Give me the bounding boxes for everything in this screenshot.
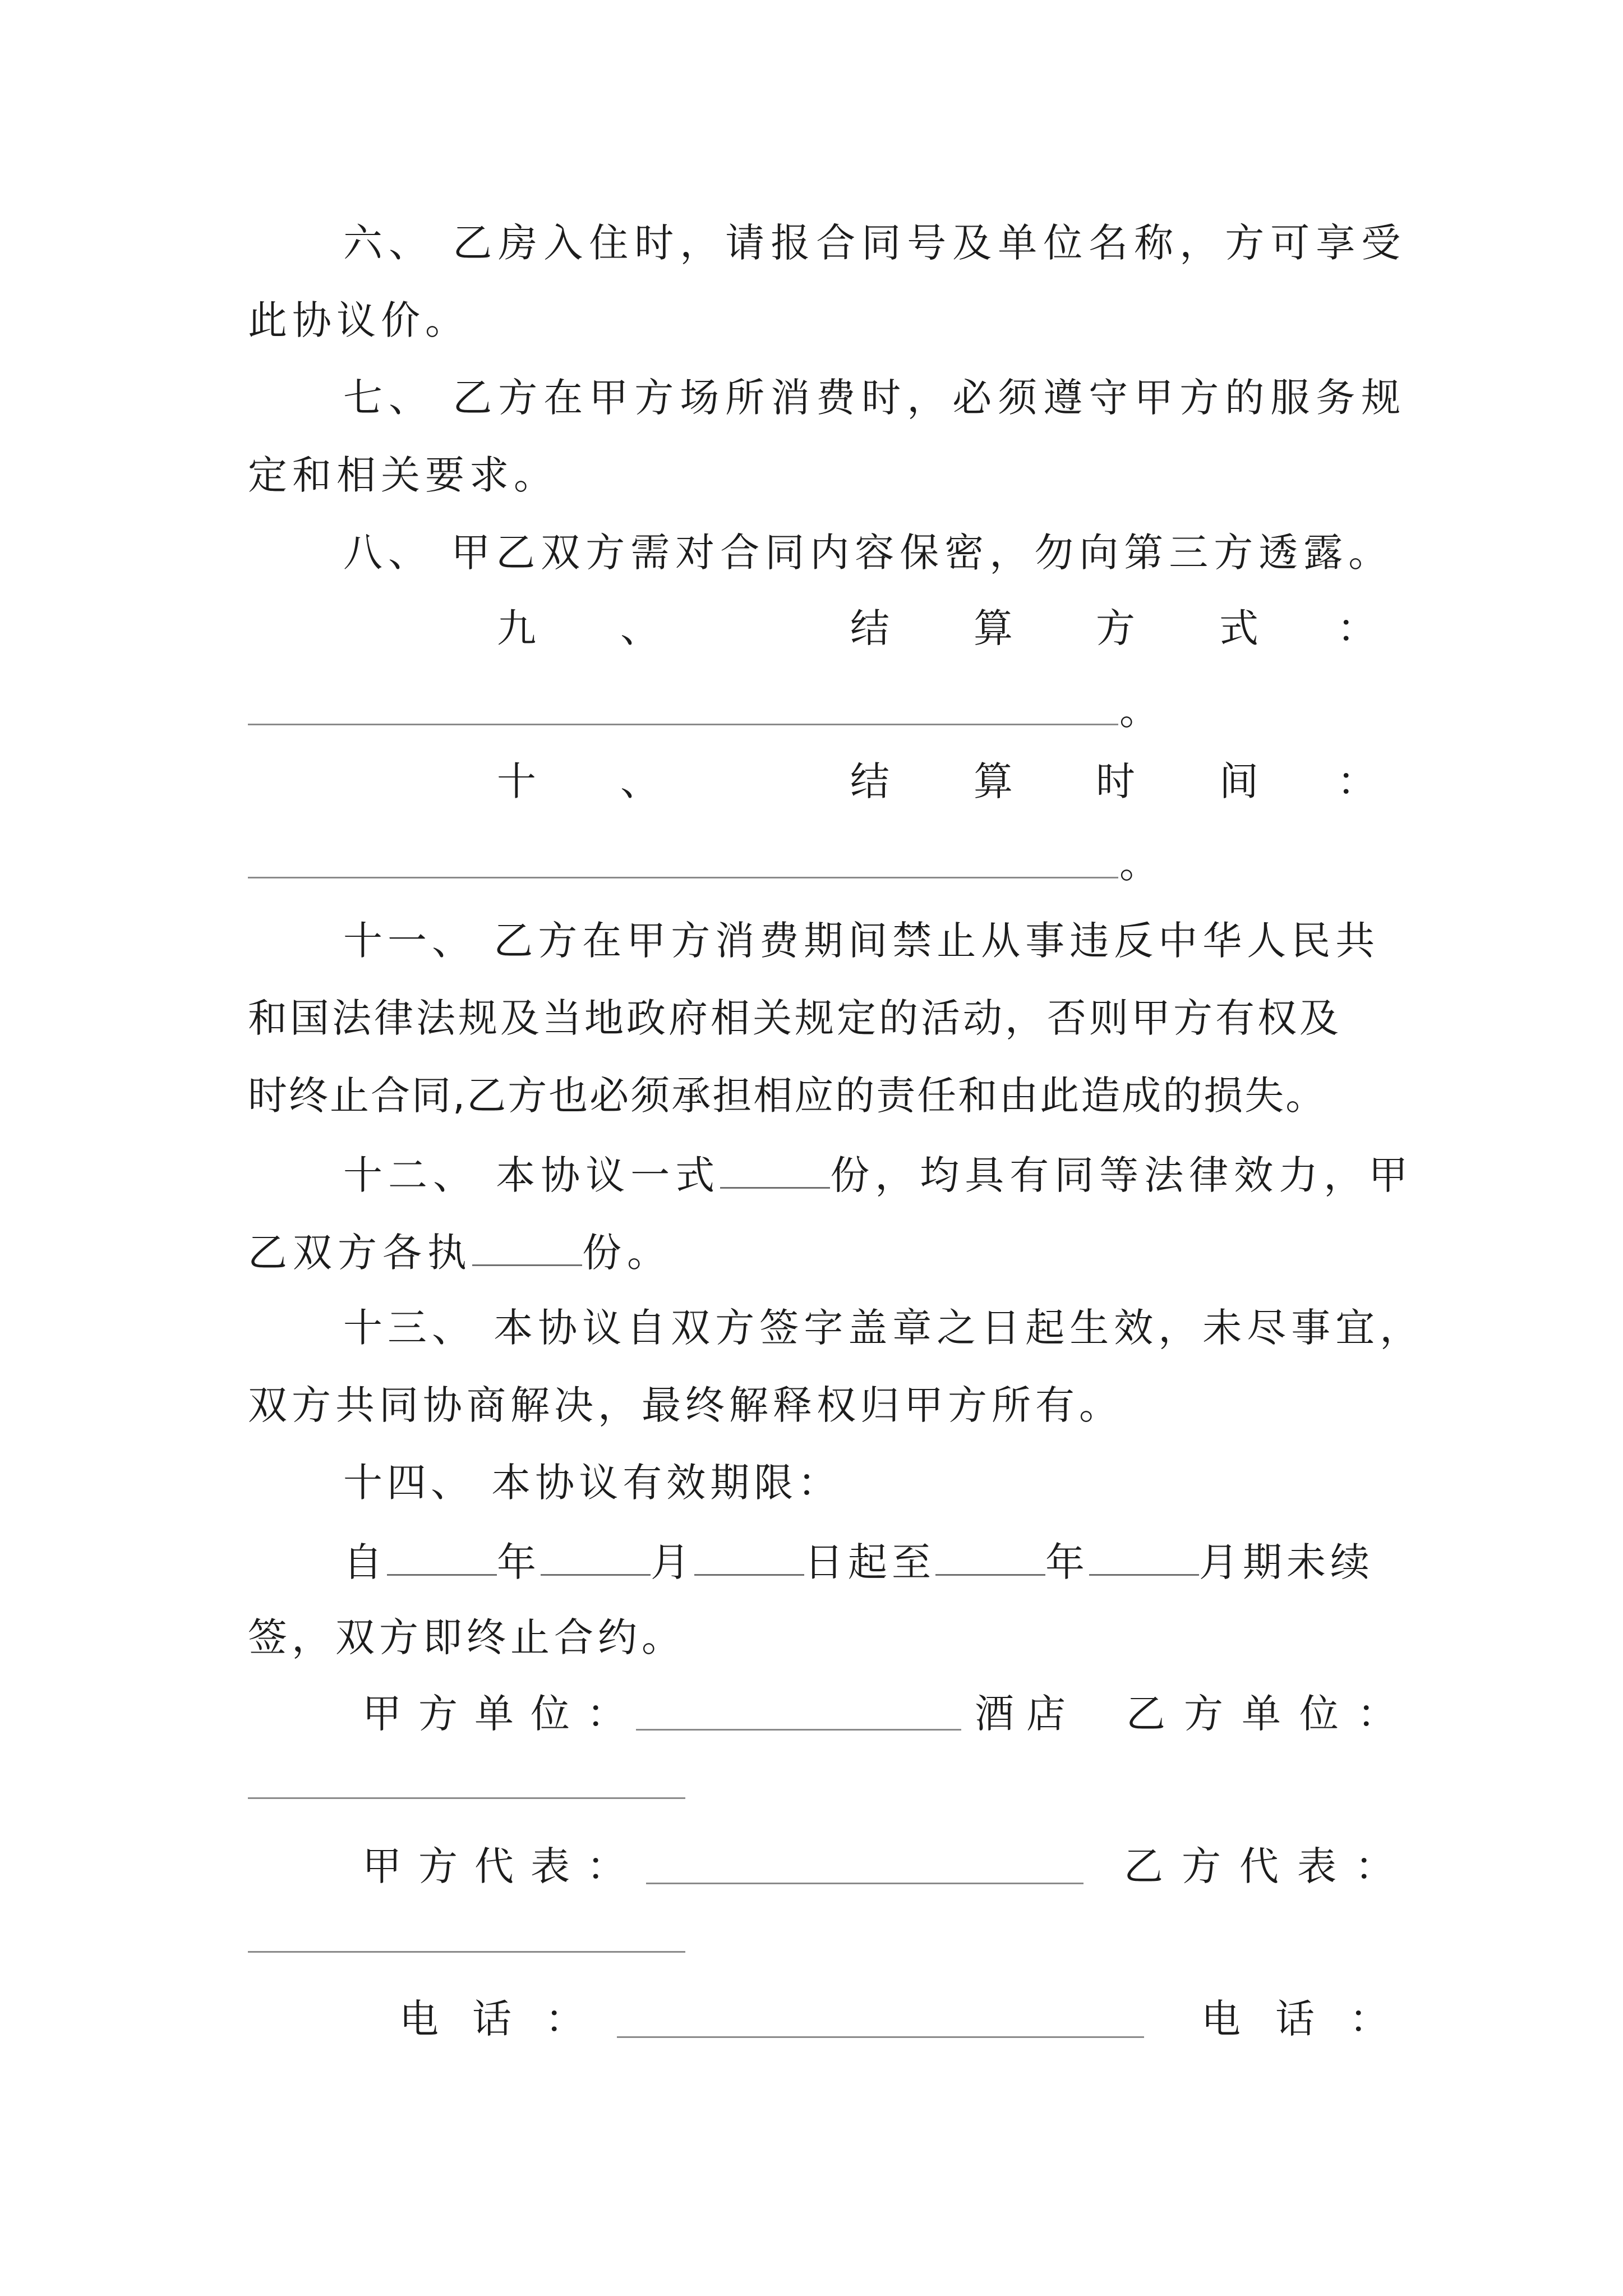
clause-10-token: 结	[850, 758, 889, 804]
clause-9-blank[interactable]	[248, 724, 1118, 725]
clause-7-line-1: 七、 乙方在甲方场所消费时，必须遵守甲方的服务规	[343, 375, 1407, 421]
clause-9-token: 结	[850, 605, 889, 651]
validity-month-label: 月	[651, 1539, 694, 1585]
clause-9-token: 、	[620, 605, 660, 651]
clause-10-token: 间	[1219, 758, 1258, 804]
clause-12-text-a: 十二、 本协议一式	[343, 1152, 721, 1198]
validity-month-end-label: 月期未续	[1199, 1539, 1374, 1585]
clause-14-validity-line	[343, 1539, 1374, 1585]
clause-13-line-1: 十三、 本协议自双方签字盖章之日起生效，未尽事宜，	[343, 1305, 1424, 1351]
validity-to-label: 日起至	[804, 1539, 935, 1585]
clause-9-token: 算	[974, 605, 1013, 651]
start-day-blank[interactable]	[694, 1540, 804, 1576]
clause-12-text-d: 份。	[582, 1230, 672, 1276]
clause-9-token: 式	[1219, 605, 1258, 651]
clause-12-line-2	[248, 1230, 672, 1276]
clause-14-title: 十四、 本协议有效期限：	[343, 1460, 842, 1506]
clause-10-blank[interactable]	[248, 877, 1118, 878]
party-b-rep-field[interactable]	[248, 1951, 685, 1953]
clause-13-line-2: 双方共同协商解决，最终解释权归甲方所有。	[248, 1382, 1123, 1428]
clause-9-token: ：	[1337, 605, 1376, 651]
phone-a-field[interactable]	[617, 2036, 1144, 2038]
clause-7-line-2: 定和相关要求。	[248, 452, 558, 498]
party-b-rep-label: 乙方代表：	[1124, 1843, 1413, 1889]
clause-10-token: 十	[497, 758, 536, 804]
clause-9-token: 九	[497, 605, 536, 651]
clause-6-line-1: 六、 乙房入住时，请报合同号及单位名称，方可享受	[343, 220, 1407, 266]
party-a-rep-label: 甲方代表：	[362, 1843, 643, 1889]
clause-11-line-1: 十一、 乙方在甲方消费期间禁止从事违反中华人民共	[343, 918, 1380, 964]
clause-12-text-b: 份，均具有同等法律效力，甲	[830, 1152, 1414, 1198]
clause-12-line-1	[343, 1152, 1414, 1198]
clause-11-line-3: 时终止合同,乙方也必须承担相应的责任和由此造成的损失。	[248, 1073, 1327, 1119]
clause-8: 八、 甲乙双方需对合同内容保密，勿向第三方透露。	[343, 530, 1394, 576]
clause-10-token: 时	[1096, 758, 1135, 804]
clause-11-line-2: 和国法律法规及当地政府相关规定的活动，否则甲方有权及	[248, 995, 1341, 1041]
phone-a-label: 电话：	[399, 1996, 618, 2042]
party-b-unit-label: 乙方单位：	[1126, 1691, 1415, 1737]
clause-10-token: 算	[974, 758, 1013, 804]
validity-year-label: 年	[497, 1539, 541, 1585]
clause-10-token: ：	[1337, 758, 1376, 804]
party-a-unit-field[interactable]	[636, 1729, 961, 1731]
clause-6-line-2: 此协议价。	[248, 297, 469, 343]
clause-9-token: 方	[1096, 605, 1135, 651]
clause-14-line-2: 签，双方即终止合约。	[248, 1614, 685, 1660]
clause-9-end: 。	[1119, 688, 1159, 734]
end-month-blank[interactable]	[1089, 1540, 1199, 1576]
clause-10-end: 。	[1119, 841, 1159, 887]
party-a-unit-label: 甲方单位：	[362, 1691, 643, 1737]
end-year-blank[interactable]	[935, 1540, 1045, 1576]
copies-total-blank[interactable]	[720, 1153, 830, 1189]
validity-year-label-2: 年	[1045, 1539, 1089, 1585]
party-a-rep-field[interactable]	[646, 1883, 1083, 1884]
phone-b-label: 电话：	[1201, 1996, 1423, 2042]
party-b-unit-field[interactable]	[248, 1797, 685, 1799]
validity-from-label: 自	[343, 1539, 387, 1585]
start-month-blank[interactable]	[541, 1540, 651, 1576]
copies-each-blank[interactable]	[472, 1231, 582, 1266]
clause-10-token: 、	[620, 758, 660, 804]
party-a-unit-suffix: 酒店	[975, 1691, 1078, 1737]
clause-12-text-c: 乙双方各执	[248, 1230, 472, 1276]
start-year-blank[interactable]	[387, 1540, 497, 1576]
